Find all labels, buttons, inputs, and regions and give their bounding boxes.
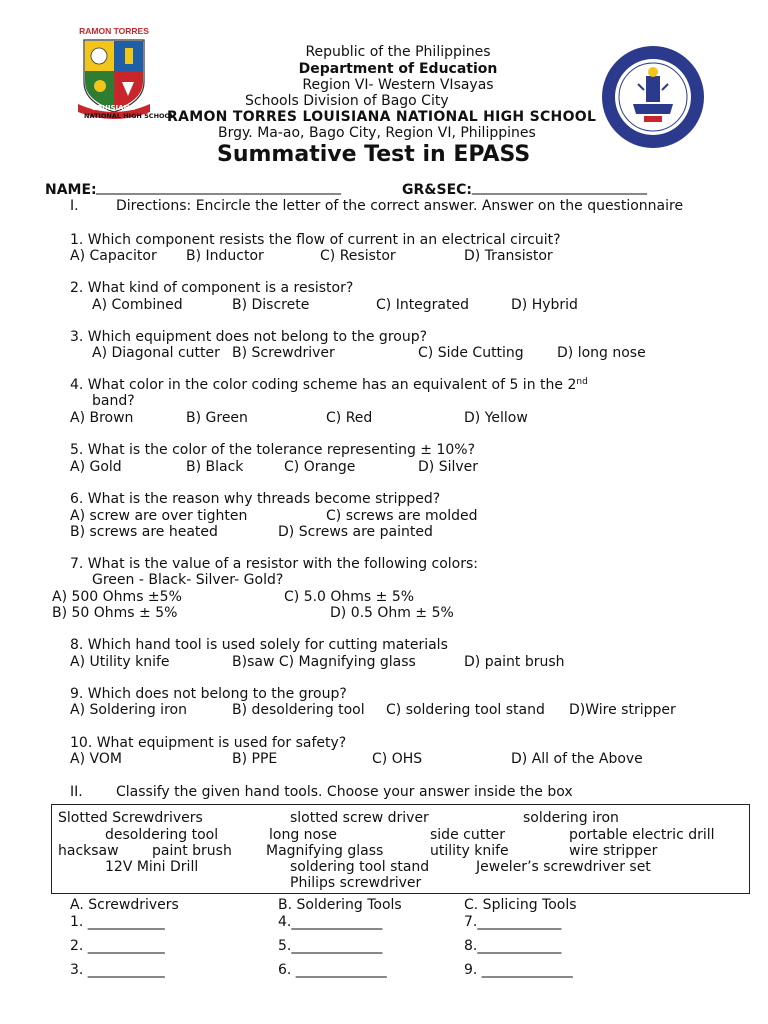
answer-blank-7[interactable]: 7.____________ — [464, 914, 562, 930]
header-address: Brgy. Ma-ao, Bago City, Region VI, Philippines — [218, 125, 536, 141]
logo-ribbon-text: LOUISIANA — [92, 104, 135, 112]
tool-item: utility knife — [430, 843, 509, 859]
header-division: Schools Division of Bago City — [245, 93, 449, 109]
tool-item: wire stripper — [569, 843, 658, 859]
choice-3d[interactable]: D) long nose — [557, 345, 646, 361]
choice-7a[interactable]: A) 500 Ohms ±5% — [52, 589, 182, 605]
choice-2a[interactable]: A) Combined — [92, 297, 183, 313]
name-field[interactable]: ___________________________________ — [96, 179, 341, 195]
tool-item: Magnifying glass — [266, 843, 384, 859]
choice-9b[interactable]: B) desoldering tool — [232, 702, 365, 718]
choice-7b[interactable]: B) 50 Ohms ± 5% — [52, 605, 178, 621]
choice-3c[interactable]: C) Side Cutting — [418, 345, 524, 361]
tool-item: long nose — [269, 827, 338, 843]
tool-item: 12V Mini Drill — [105, 859, 199, 875]
choice-10d[interactable]: D) All of the Above — [511, 751, 643, 767]
category-c-label: C. Splicing Tools — [464, 897, 577, 913]
choice-7c[interactable]: C) 5.0 Ohms ± 5% — [284, 589, 415, 605]
choice-5d[interactable]: D) Silver — [418, 459, 479, 475]
header-region: Region VI- Western VIsayas — [302, 77, 494, 93]
choice-1a[interactable]: A) Capacitor — [70, 248, 157, 264]
page-title: Summative Test in EPASS — [217, 142, 531, 167]
choice-10a[interactable]: A) VOM — [70, 751, 122, 767]
tool-item: side cutter — [430, 827, 506, 843]
tool-item: slotted screw driver — [290, 810, 429, 826]
answer-blank-2[interactable]: 2. ___________ — [70, 938, 165, 954]
question-1: 1. Which component resists the flow of current in an electrical circuit? — [70, 232, 561, 248]
choice-10b[interactable]: B) PPE — [232, 751, 278, 767]
name-label: NAME: — [45, 182, 97, 198]
choice-5c[interactable]: C) Orange — [284, 459, 356, 475]
choice-4b[interactable]: B) Green — [186, 410, 248, 426]
choice-7d[interactable]: D) 0.5 Ohm ± 5% — [330, 605, 454, 621]
choice-3b[interactable]: B) Screwdriver — [232, 345, 335, 361]
choice-2c[interactable]: C) Integrated — [376, 297, 470, 313]
question-7-cont: Green - Black- Silver- Gold? — [92, 572, 284, 588]
choice-2b[interactable]: B) Discrete — [232, 297, 310, 313]
part2-number: II. — [70, 784, 83, 800]
choice-6a[interactable]: A) screw are over tighten — [70, 508, 248, 524]
answer-blank-3[interactable]: 3. ___________ — [70, 962, 165, 978]
choice-5b[interactable]: B) Black — [186, 459, 244, 475]
tool-item: desoldering tool — [105, 827, 219, 843]
question-8: 8. Which hand tool is used solely for cutting materials — [70, 637, 448, 653]
question-4-cont: band? — [92, 393, 135, 409]
choice-5a[interactable]: A) Gold — [70, 459, 122, 475]
answer-blank-5[interactable]: 5._____________ — [278, 938, 383, 954]
choice-6b[interactable]: B) screws are heated — [70, 524, 218, 540]
choice-3a[interactable]: A) Diagonal cutter — [92, 345, 220, 361]
choice-8d[interactable]: D) paint brush — [464, 654, 565, 670]
tool-item: paint brush — [152, 843, 232, 859]
choice-1b[interactable]: B) Inductor — [186, 248, 264, 264]
part2-directions: Classify the given hand tools. Choose your answer inside the box — [116, 784, 573, 800]
choice-9a[interactable]: A) Soldering iron — [70, 702, 187, 718]
choice-8a[interactable]: A) Utility knife — [70, 654, 170, 670]
grsec-field[interactable]: _________________________ — [472, 179, 647, 195]
answer-blank-8[interactable]: 8.____________ — [464, 938, 562, 954]
question-6: 6. What is the reason why threads become stripped? — [70, 491, 441, 507]
choice-9c[interactable]: C) soldering tool stand — [386, 702, 545, 718]
tool-item: soldering iron — [523, 810, 619, 826]
choice-4c[interactable]: C) Red — [326, 410, 373, 426]
header-department: Department of Education — [298, 61, 498, 77]
choice-9d[interactable]: D)Wire stripper — [569, 702, 676, 718]
logo-top-text: RAMON TORRES — [79, 26, 149, 36]
choice-4d[interactable]: D) Yellow — [464, 410, 528, 426]
header-republic: Republic of the Philippines — [305, 44, 491, 60]
question-5: 5. What is the color of the tolerance representing ± 10%? — [70, 442, 476, 458]
tool-item: Slotted Screwdrivers — [58, 810, 203, 826]
category-a-label: A. Screwdrivers — [70, 897, 179, 913]
tool-item: portable electric drill — [569, 827, 715, 843]
tool-item: soldering tool stand — [290, 859, 430, 875]
grsec-label: GR&SEC: — [402, 182, 472, 198]
answer-blank-6[interactable]: 6. _____________ — [278, 962, 387, 978]
answer-blank-4[interactable]: 4._____________ — [278, 914, 383, 930]
choice-1c[interactable]: C) Resistor — [320, 248, 396, 264]
tool-item: Jeweler’s screwdriver set — [476, 859, 651, 875]
question-4-text: 4. What color in the color coding scheme has an equivalent of 5 in the 2 — [70, 377, 577, 393]
question-7: 7. What is the value of a resistor with the following colors: — [70, 556, 479, 572]
question-4 — [70, 377, 588, 393]
answer-blank-9[interactable]: 9. _____________ — [464, 962, 573, 978]
part1-number: I. — [70, 198, 79, 214]
question-2: 2. What kind of component is a resistor? — [70, 280, 354, 296]
choice-1d[interactable]: D) Transistor — [464, 248, 553, 264]
choice-6c[interactable]: C) screws are molded — [326, 508, 478, 524]
header-school-name: RAMON TORRES LOUISIANA NATIONAL HIGH SCHOOL — [167, 109, 597, 125]
choice-4a[interactable]: A) Brown — [70, 410, 134, 426]
tool-item: hacksaw — [58, 843, 119, 859]
question-9: 9. Which does not belong to the group? — [70, 686, 347, 702]
answer-blank-1[interactable]: 1. ___________ — [70, 914, 165, 930]
choice-6d[interactable]: D) Screws are painted — [278, 524, 433, 540]
question-10: 10. What equipment is used for safety? — [70, 735, 347, 751]
part1-directions: Directions: Encircle the letter of the correct answer. Answer on the questionnaire — [116, 198, 684, 214]
choice-10c[interactable]: C) OHS — [372, 751, 423, 767]
category-b-label: B. Soldering Tools — [278, 897, 402, 913]
choice-8bc[interactable]: B)saw C) Magnifying glass — [232, 654, 416, 670]
question-4-sup: nd — [576, 377, 588, 387]
question-3: 3. Which equipment does not belong to the group? — [70, 329, 428, 345]
logo-bottom-text: NATIONAL HIGH SCHOOL — [84, 112, 175, 120]
tool-item: Philips screwdriver — [290, 875, 422, 891]
choice-2d[interactable]: D) Hybrid — [511, 297, 578, 313]
